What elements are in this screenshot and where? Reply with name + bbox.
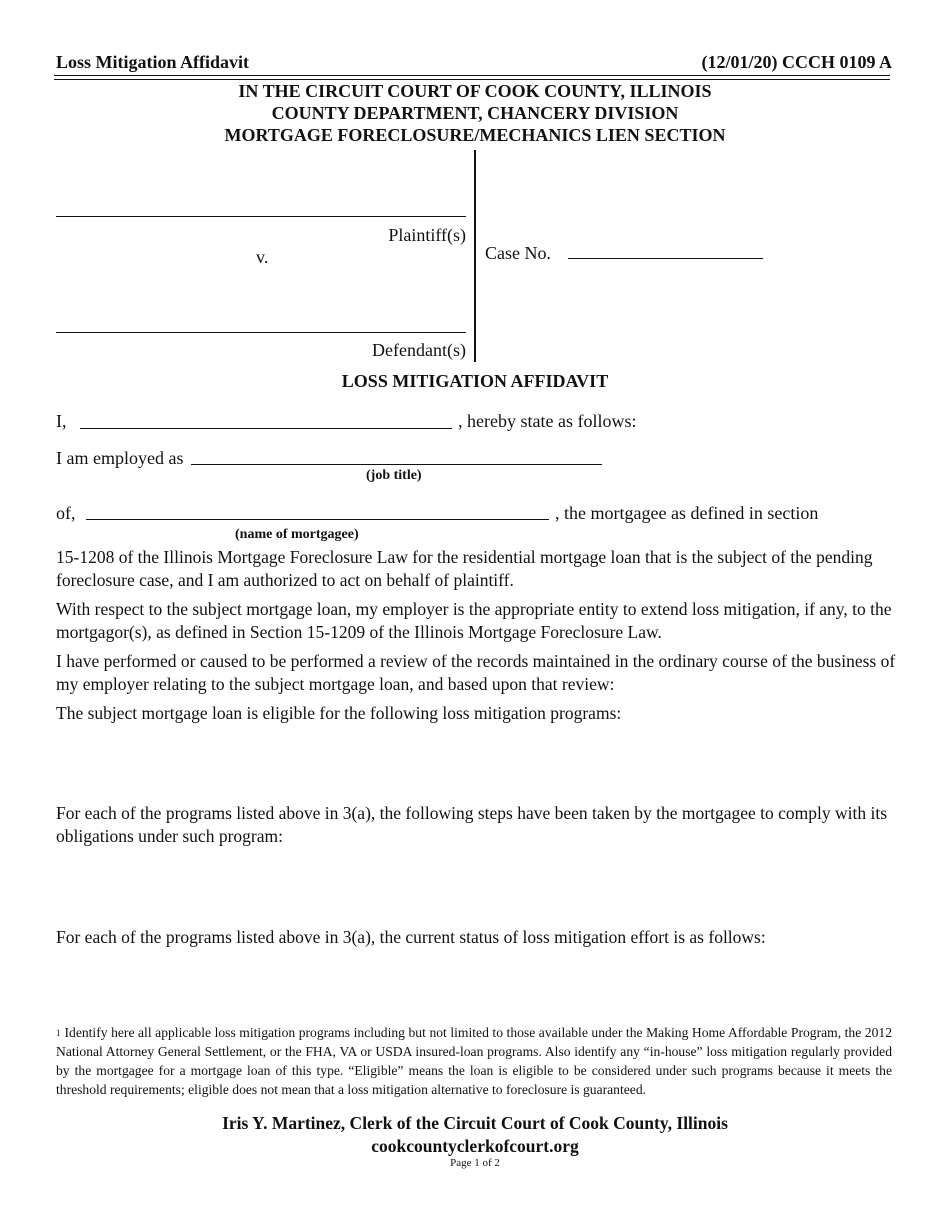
job-title-field[interactable] [191,464,602,465]
affiant-label: I, [56,411,67,431]
court-department: COUNTY DEPARTMENT, CHANCERY DIVISION [271,103,679,123]
court-section: MORTGAGE FORECLOSURE/MECHANICS LIEN SECTION [224,125,726,145]
form-number: (12/01/20) CCCH 0109 A [701,52,892,72]
page-number: Page 1 of 2 [450,1157,500,1169]
footnote [56,1023,892,1099]
footnote-marker: 1 [56,1028,61,1038]
header-rule-bottom [54,79,890,80]
mortgagee-suffix: , the mortgagee as defined in section [555,503,819,523]
mortgagee-caption: (name of mortgagee) [235,527,359,542]
versus-label: v. [256,247,269,267]
caption-divider [474,150,476,362]
clerk-website: cookcountyclerkofcourt.org [371,1136,579,1156]
affidavit-title: LOSS MITIGATION AFFIDAVIT [341,371,609,391]
form-title: Loss Mitigation Affidavit [56,52,250,72]
paragraph-steps-taken: For each of the programs listed above in 3(a), the following steps have been taken by the mortgagee to comply with its obligations under such program: [56,803,888,846]
header-rule-top [54,75,890,76]
of-label: of, [56,503,76,523]
employed-label: I am employed as [56,448,184,468]
footnote-text: Identify here all applicable loss mitigation programs including but not limited to those available under the Making Home Affordable Program, the 2012 National Attorney General Settlement, or the FHA, VA or USDA insured-loan programs. Also identify any “in-house” loss mitigation regularly provided by the mortgagee for a mortgage loan of this type. “Eligible” means the loan is eligible to be considered under such programs because it meets the threshold requirements; eligible does not mean that a loss mitigation alternative to foreclosure is guaranteed. [56,1025,892,1097]
mortgagee-name-field[interactable] [86,519,549,520]
defendant-label: Defendant(s) [372,340,466,360]
court-name: IN THE CIRCUIT COURT OF COOK COUNTY, ILLINOIS [238,81,712,101]
job-title-caption: (job title) [366,468,422,483]
paragraph-appropriate-entity: With respect to the subject mortgage loan, my employer is the appropriate entity to extend loss mitigation, if any, to the mortgagor(s), as defined in Section 15-1209 of the Illinois Mortgage Foreclosure Law. [56,599,892,642]
plaintiff-field[interactable] [56,216,466,217]
case-no-label: Case No. [485,243,551,263]
paragraph-current-status: For each of the programs listed above in 3(a), the current status of loss mitigation effort is as follows: [56,927,766,947]
plaintiff-label: Plaintiff(s) [388,225,466,245]
paragraph-records-review: I have performed or caused to be performed a review of the records maintained in the ordinary course of the business of my employer relating to the subject mortgage loan, and based upon that review: [56,651,896,694]
affiant-suffix: , hereby state as follows: [458,411,637,431]
defendant-field[interactable] [56,332,466,333]
clerk-name: Iris Y. Martinez, Clerk of the Circuit Court of Cook County, Illinois [222,1113,728,1133]
case-no-field[interactable] [568,258,763,259]
paragraph-mortgagee-definition: 15-1208 of the Illinois Mortgage Foreclosure Law for the residential mortgage loan that is the subject of the pending foreclosure case, and I am authorized to act on behalf of plaintiff. [56,547,873,590]
paragraph-eligible-programs: The subject mortgage loan is eligible for the following loss mitigation programs: [56,703,622,723]
affiant-name-field[interactable] [80,428,452,429]
